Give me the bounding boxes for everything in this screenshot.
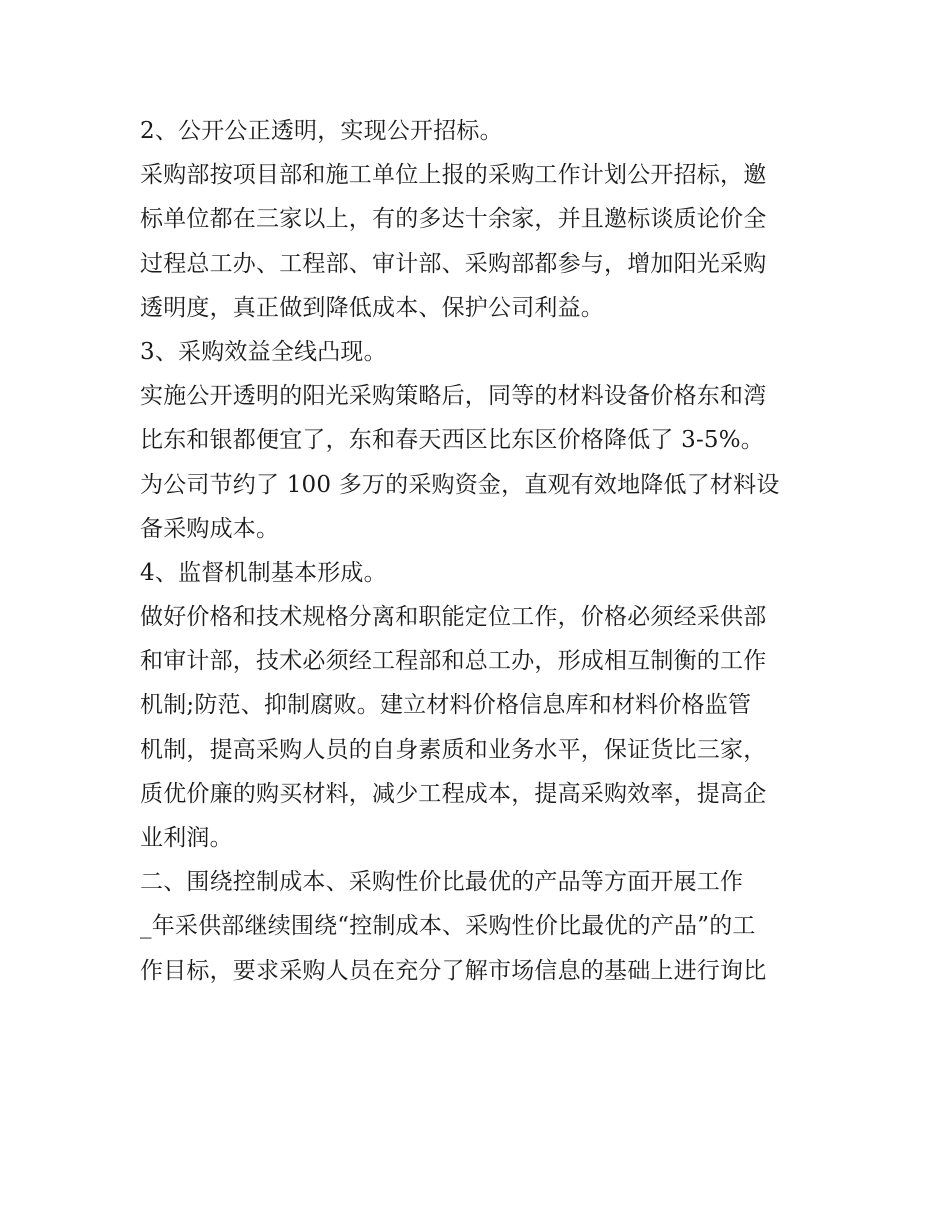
paragraph-line: 采购部按项目部和施工单位上报的采购工作计划公开招标，邀 <box>140 162 767 189</box>
paragraph-line: 备采购成本。 <box>140 515 280 542</box>
paragraph-line: 作目标，要求采购人员在充分了解市场信息的基础上进行询比 <box>140 957 767 984</box>
paragraph-line: 机制;防范、抑制腐败。建立材料价格信息库和材料价格监管 <box>140 692 752 719</box>
paragraph-line: 机制，提高采购人员的自身素质和业务水平，保证货比三家， <box>140 736 767 763</box>
paragraph-line: 和审计部，技术必须经工程部和总工办，形成相互制衡的工作 <box>140 648 767 675</box>
paragraph-line: 比东和银都便宜了，东和春天西区比东区价格降低了 3-5%。 <box>140 427 765 454</box>
section-heading-cost-control: 二、围绕控制成本、采购性价比最优的产品等方面开展工作 <box>140 869 744 896</box>
paragraph-line: 为公司节约了 100 多万的采购资金，直观有效地降低了材料设 <box>140 471 780 498</box>
heading-2-open-bidding: 2、公开公正透明，实现公开招标。 <box>140 118 503 144</box>
document-body <box>140 109 820 993</box>
paragraph-line: 标单位都在三家以上，有的多达十余家，并且邀标谈质论价全 <box>140 206 767 233</box>
paragraph-line: 实施公开透明的阳光采购策略后，同等的材料设备价格东和湾 <box>140 383 767 410</box>
paragraph-line: 过程总工办、工程部、审计部、采购部都参与，增加阳光采购 <box>140 250 767 277</box>
heading-3-procurement-benefits: 3、采购效益全线凸现。 <box>140 338 387 365</box>
paragraph-line: 业利润。 <box>140 825 233 851</box>
paragraph-line: 质优价廉的购买材料，减少工程成本，提高采购效率，提高企 <box>140 780 767 807</box>
paragraph-line: 透明度，真正做到降低成本、保护公司利益。 <box>140 294 604 321</box>
paragraph-line: 做好价格和技术规格分离和职能定位工作，价格必须经采供部 <box>140 604 767 631</box>
paragraph-line: _年采供部继续围绕“控制成本、采购性价比最优的产品”的工 <box>140 913 756 940</box>
heading-4-supervision-mechanism: 4、监督机制基本形成。 <box>140 559 387 586</box>
